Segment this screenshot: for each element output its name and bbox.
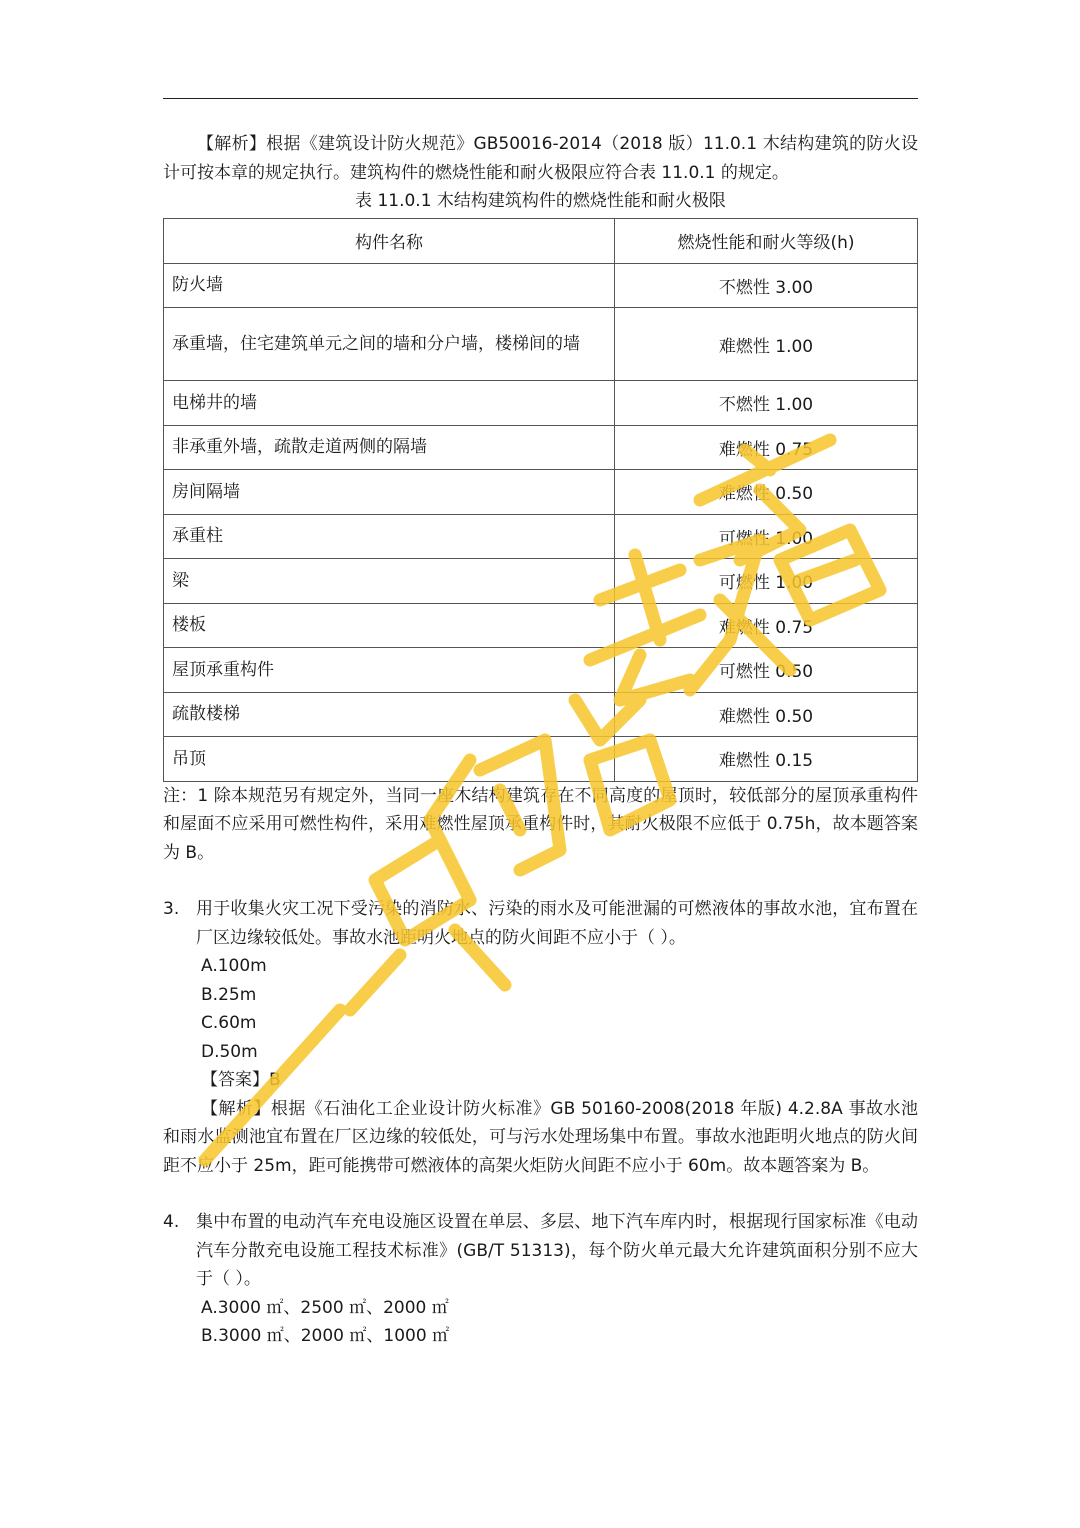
- header-rule: [163, 98, 918, 99]
- row-name: 承重墙，住宅建筑单元之间的墙和分户墙，楼梯间的墙: [164, 308, 615, 381]
- row-value: 难燃性 0.75: [615, 603, 918, 648]
- table-row: [164, 308, 918, 381]
- row-name: 承重柱: [164, 514, 615, 559]
- table-row: [164, 470, 918, 515]
- row-name: 电梯井的墙: [164, 381, 615, 426]
- row-value: 难燃性 0.50: [615, 470, 918, 515]
- table-row: [164, 263, 918, 308]
- row-name: 屋顶承重构件: [164, 648, 615, 693]
- option-b: B.3000 ㎡、2000 ㎡、1000 ㎡: [201, 1326, 450, 1346]
- question-text: 集中布置的电动汽车充电设施区设置在单层、多层、地下汽车库内时，根据现行国家标准《电动汽车分散充电设施工程技术标准》(GB/T 51313)，每个防火单元最大允许建筑面积分别不应大于（ ）。: [196, 1212, 918, 1289]
- row-value: 难燃性 0.75: [615, 425, 918, 470]
- column-header-value: 燃烧性能和耐火等级(h): [615, 218, 918, 263]
- row-name: 非承重外墙，疏散走道两侧的隔墙: [164, 425, 615, 470]
- question-text: 用于收集火灾工况下受污染的消防水、污染的雨水及可能泄漏的可燃液体的事故水池，宜布置在厂区边缘较低处。事故水池距明火地点的防火间距不应小于（ ）。: [196, 899, 918, 948]
- table-note: 注：1 除本规范另有规定外，当同一座木结构建筑存在不同高度的屋顶时，较低部分的屋顶承重构件和屋面不应采用可燃性构件，采用难燃性屋顶承重构件时，其耐火极限不应低于 0.75h，故本题答案为 B。: [163, 785, 918, 863]
- question-3: [163, 895, 918, 952]
- option-a: A.3000 ㎡、2500 ㎡、2000 ㎡: [201, 1297, 449, 1318]
- table-row: [164, 648, 918, 693]
- row-name: 楼板: [164, 603, 615, 648]
- row-name: 吊顶: [164, 737, 615, 782]
- table-row: [164, 603, 918, 648]
- analysis-paragraph: 【解析】根据《建筑设计防火规范》GB50016-2014（2018 版）11.0.1 木结构建筑的防火设计可按本章的规定执行。建筑构件的燃烧性能和耐火极限应符合表 11.0.1 的规定。: [163, 134, 918, 183]
- question-3-answer: 【答案】B: [201, 1070, 281, 1090]
- row-value: 难燃性 1.00: [615, 308, 918, 381]
- option-d: D.50m: [201, 1041, 258, 1062]
- table-row: [164, 692, 918, 737]
- row-name: 疏散楼梯: [164, 692, 615, 737]
- question-number: 4.: [163, 1212, 180, 1232]
- table-row: [164, 559, 918, 604]
- table-header-row: [164, 218, 918, 263]
- table-row: [164, 381, 918, 426]
- row-value: 不燃性 3.00: [615, 263, 918, 308]
- spec-table: [163, 218, 918, 782]
- row-value: 难燃性 0.15: [615, 737, 918, 782]
- column-header-name: 构件名称: [164, 218, 615, 263]
- row-name: 房间隔墙: [164, 470, 615, 515]
- row-name: 防火墙: [164, 263, 615, 308]
- row-value: 难燃性 0.50: [615, 692, 918, 737]
- row-value: 可燃性 1.00: [615, 559, 918, 604]
- question-4-options: [163, 1294, 918, 1351]
- table-row: [164, 737, 918, 782]
- option-a: A.100m: [201, 956, 267, 976]
- question-3-analysis: 【解析】根据《石油化工企业设计防火标准》GB 50160-2008(2018 年版) 4.2.8A 事故水池和雨水监测池宜布置在厂区边缘的较低处，可与污水处理场集中布置。事故水池距明火地点的防火间距不应小于 25m，距可能携带可燃液体的高架火炬防火间距不应小于 60m。故本题答案为 B。: [163, 1098, 918, 1176]
- row-value: 可燃性 1.00: [615, 514, 918, 559]
- question-4: [163, 1208, 918, 1294]
- table-row: [164, 514, 918, 559]
- row-value: 不燃性 1.00: [615, 381, 918, 426]
- question-number: 3.: [163, 899, 180, 919]
- document-body: [163, 130, 918, 1351]
- question-3-options: [163, 952, 918, 1066]
- option-c: C.60m: [201, 1013, 257, 1033]
- row-name: 梁: [164, 559, 615, 604]
- option-b: B.25m: [201, 984, 257, 1005]
- row-value: 可燃性 0.50: [615, 648, 918, 693]
- table-caption: 表 11.0.1 木结构建筑构件的燃烧性能和耐火极限: [355, 191, 726, 211]
- table-row: [164, 425, 918, 470]
